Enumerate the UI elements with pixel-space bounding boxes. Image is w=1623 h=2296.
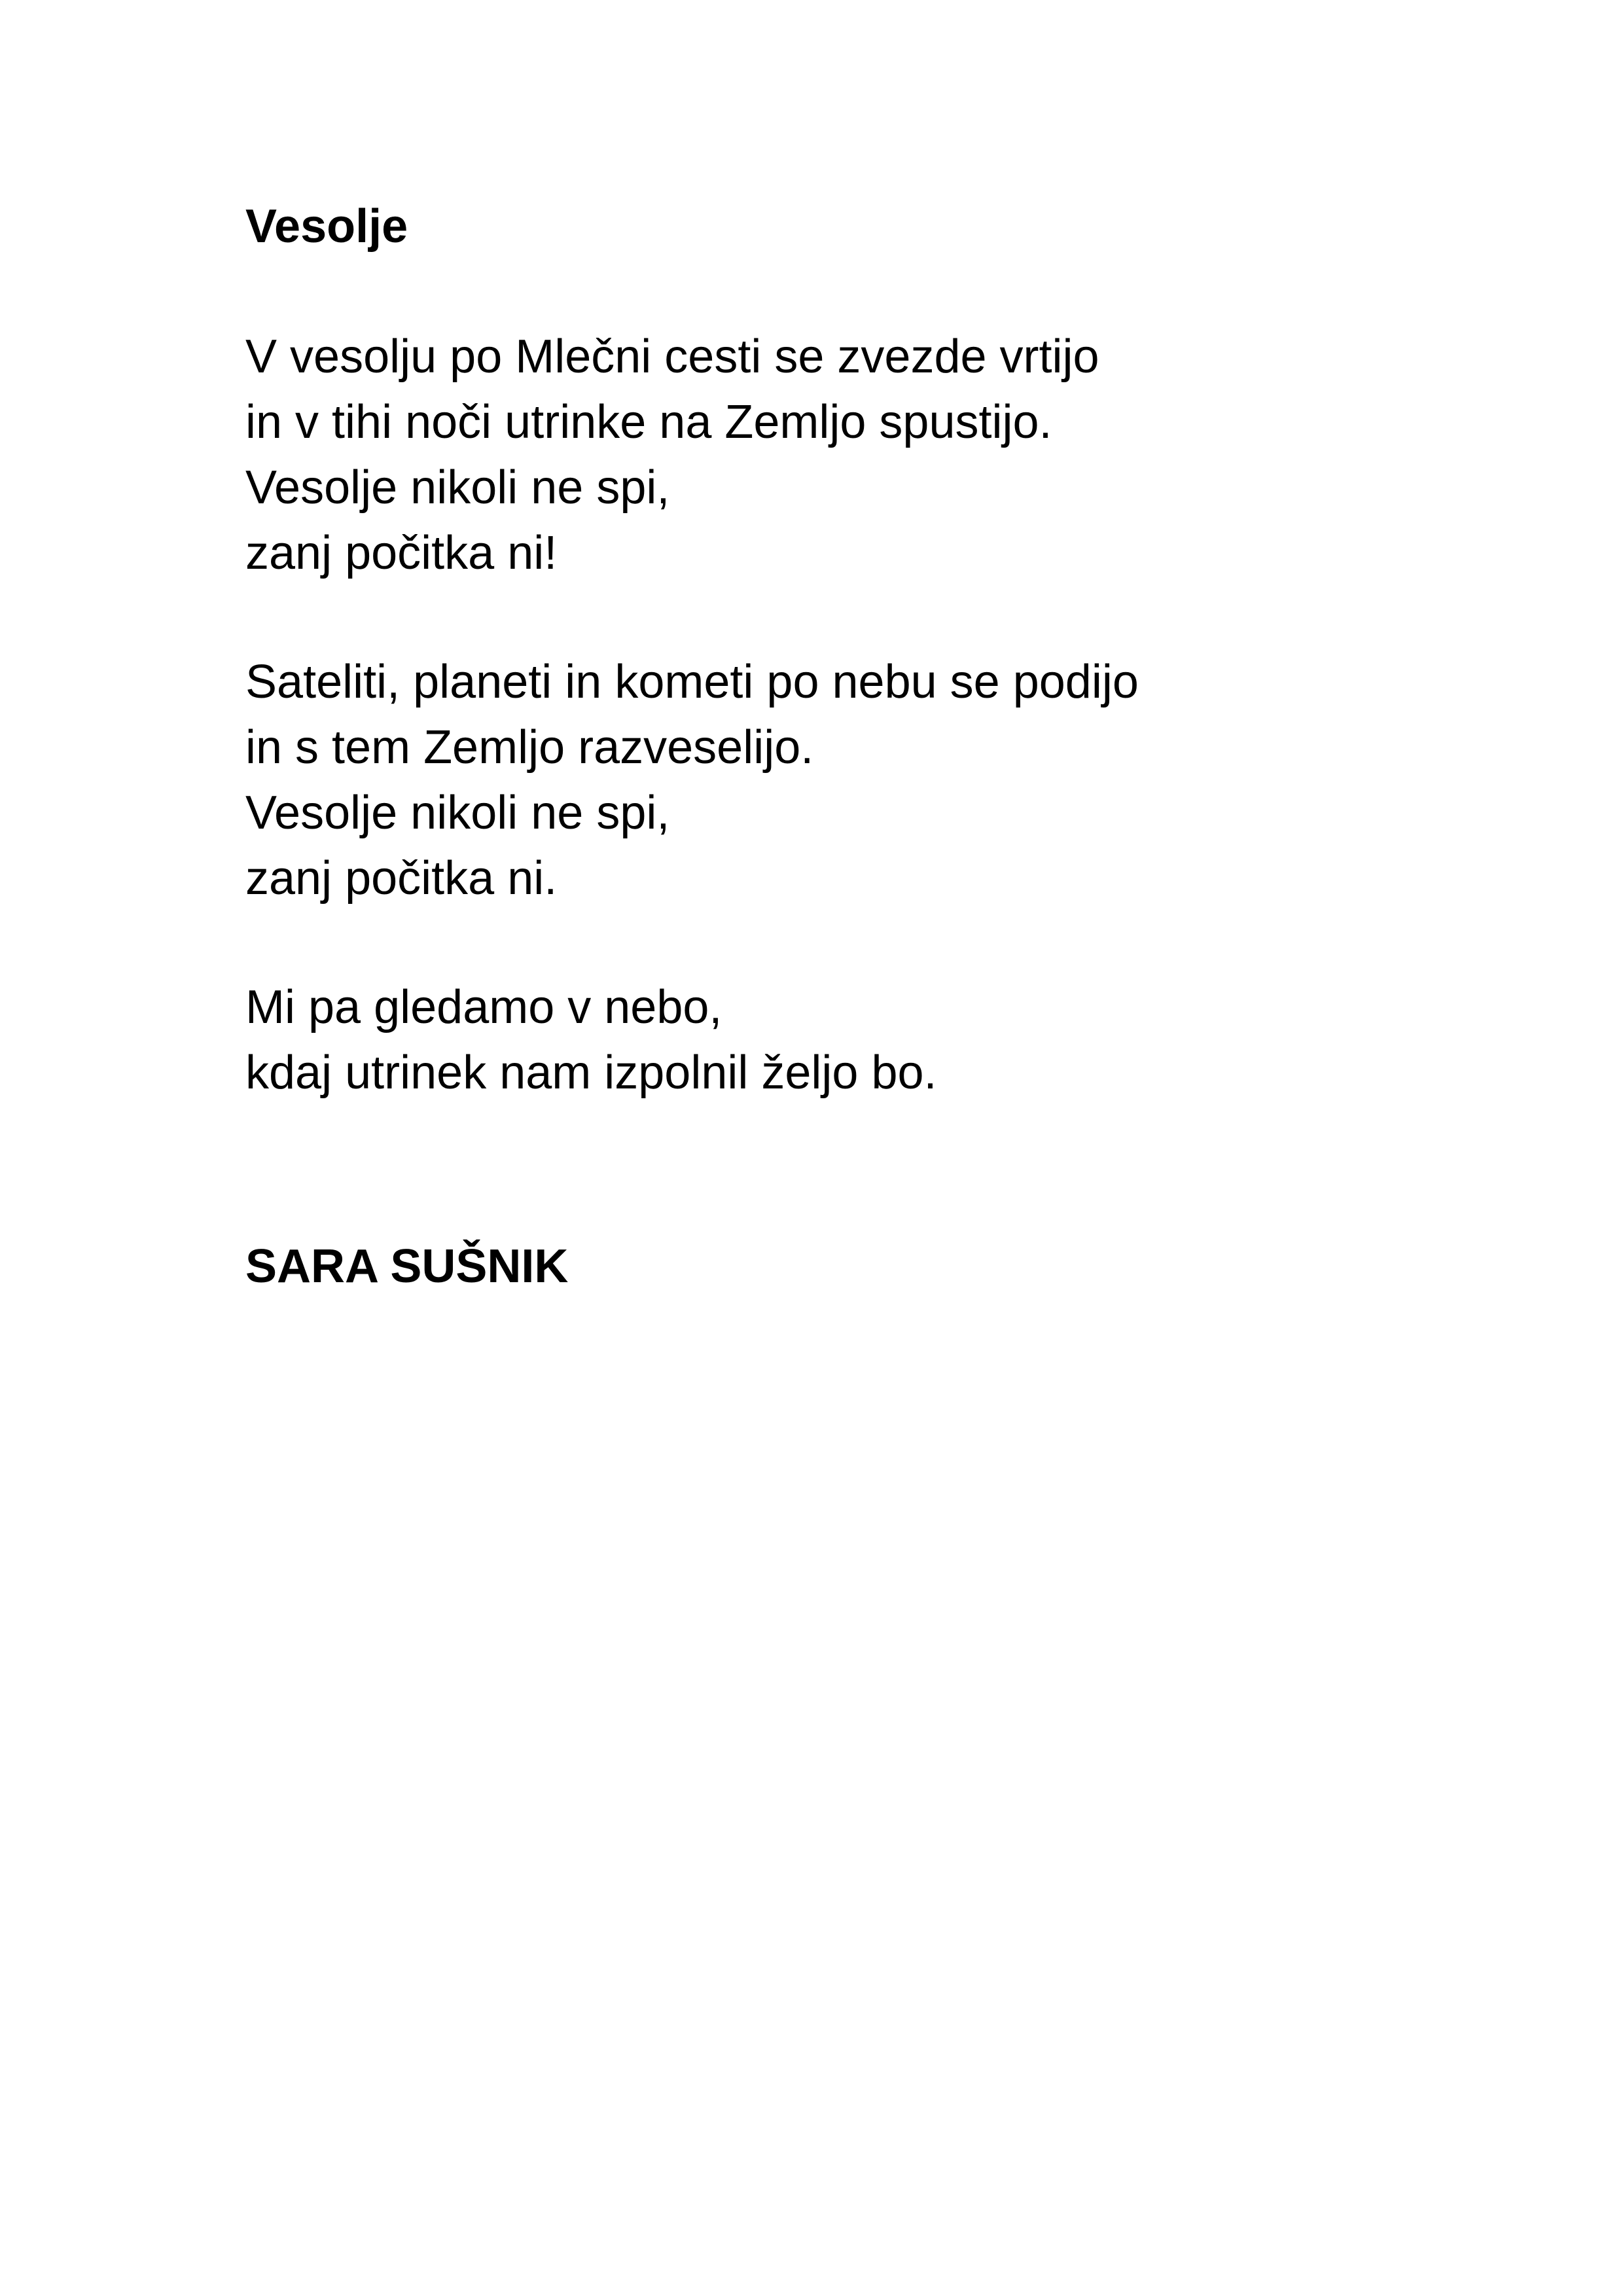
poem-line: zanj počitka ni. (245, 852, 558, 905)
poem-author: SARA SUŠNIK (245, 1240, 569, 1293)
poem-line: Vesolje nikoli ne spi, (245, 461, 670, 514)
poem-title: Vesolje (245, 200, 408, 253)
stanza-3 (245, 975, 937, 1105)
stanza-1 (245, 324, 1099, 586)
poem-line: Sateliti, planeti in kometi po nebu se podijo (245, 656, 1139, 708)
poem-line: Vesolje nikoli ne spi, (245, 787, 670, 839)
poem-line: kdaj utrinek nam izpolnil željo bo. (245, 1047, 937, 1099)
poem-line: in s tem Zemljo razveselijo. (245, 721, 814, 774)
poem-line: in v tihi noči utrinke na Zemljo spustijo. (245, 396, 1052, 448)
poem-line: Mi pa gledamo v nebo, (245, 981, 722, 1033)
poem-line: V vesolju po Mlečni cesti se zvezde vrtijo (245, 331, 1099, 383)
poem-line: zanj počitka ni! (245, 527, 558, 579)
stanza-2 (245, 649, 1139, 911)
